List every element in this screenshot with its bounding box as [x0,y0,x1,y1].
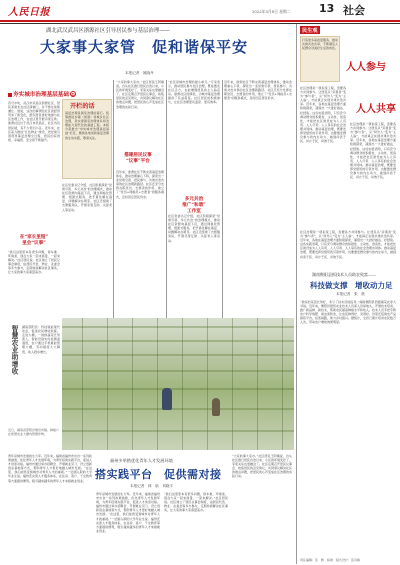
side-column-heading: 开栏的话 [70,103,95,110]
column-number: ① [71,92,75,97]
page-number: 13 [319,2,335,15]
section-name: 社会 [343,4,365,17]
column-flag-icon [8,93,12,97]
subhead-1-line2: 里会“议事” [22,241,46,246]
bottom-body-col2: 青年是城市发展的生力军。近年来，福建省福州市出台一系列政策措施，优化青年人才发展环境，为青年搭建实践平台，促进人才供需对接。福州市通过举办招聘会、开展就业见习、设立创新创业基地等方式，帮助青年人才更好地融入城市发展。“在这里，我们能感受到城市对青年人才的重视。”一位刚入职的大学毕业生说。福州还完善人才服务体系，在住房、落户、子女教育等方面提供便利，吸引越来越多的青年人才来榕就业创业。 [96,492,160,533]
side-column-text: 基层治理是国家治理的基石。统筹推进乡镇（街道）和城乡社区治理，是实现国家治理体系和治理能力现代化的基础工程。本版今起推出“夯实城市治理基层基础”栏目，聚焦各地创新基层治理的生动实践，敬请关注。 [65,111,109,140]
main-story-byline: 本报记者 姚晓丹 [125,71,154,75]
column-divider [166,80,167,318]
header-rule [0,20,400,22]
main-story-kicker: 湖北武汉武昌区浙源社区引导居民参与基层治理—— [46,28,170,34]
subhead-5 [168,196,220,214]
bottom-story-byline: 本报记者 林 晗 刘晓宇 [130,484,174,488]
main-body-col3: “大家的事大家办。”社区居民王阿姨说，自从社区推行居民自治以来，小区的环境变好了，邻里关系也更融洽了。社区定期召开居民议事会，收集居民的意见建议，共同商议解决社区的难点问题，把居民的心声变成社区治理的实际行动。 [116,80,164,109]
bottom-body-col3: “我们这里原本有很多问题，停车难、环境差，现在大家一起来商量、一起来解决。”社区居民说。社区建立了居民议事会制度，由居民代表、物业、业委会等多方参与，定期协商解决社区事务，让大家的事大家商量着办。 [164,492,228,513]
editor-credits: 责任编辑：张 帆 杨建 版式设计：张丹峰 [300,558,361,562]
worker-figure [162,388,172,410]
right-story-headline: 科技做支撑 增收动力足 [310,281,393,290]
commentary-label: 民生观 [302,27,318,34]
header-rule-thin [0,23,400,24]
main-body-col4b: 社区党委书记介绍，社区积极探索“党建引领、多元共治”的治理模式，推动社区资源向基层下沉，通过网格化管理、组团式服务，把矛盾化解在基层、问题解决在萌芽。社区还组建了志愿服务队，开展邻里互助、关爱老人等活动。 [168,214,220,243]
commentary-title-2: 人人共享 [356,104,396,115]
commentary-body-bottom: 社区治理是一项系统工程，需要各方共同参与。让居民从“旁观者”变为“参与者”，从“局外人”变为“主人翁”，才能真正实现共建共治共享。近年来，各地在基层治理方面积极探索，涌现出一大批好做法、好经验。这些实践表明，只有充分调动群众的积极性、主动性、创造性，才能把社区建设成为人人有责、人人尽责、人人享有的社会治理共同体。推动基层治理，既要发挥党组织的引领作用，也要激发群众参与的内生动力，做到问需于民、问计于民、问效于民。 [300,230,396,259]
column-title [8,90,76,98]
photo-caption: 近日，湖南省邵阳县塘田市镇，种植户在智慧农业大棚内管理作物。 [8,428,60,436]
main-body-col1b: “我们这里原本有很多问题，停车难、环境差，现在大家一起来商量、一起来解决。”社区居民说。社区建立了居民议事会制度，由居民代表、物业、业委会等多方参与，定期协商解决社区事务，让大家的事大家商量着办。 [8,250,60,275]
subhead-3 [116,152,160,164]
agri-body: 湖南邵阳县：科技赋能现代农业，促进农民增收致富。走进大棚，一排排蔬菜长势喜人，智能设备实时监测温湿度，农户通过手机就能管理大棚，劳动强度大大降低，收入稳步增长。 [22,325,60,354]
bottom-body-col4: “大家的事大家办。”社区居民王阿姨说，自从社区推行居民自治以来，小区的环境变好了，邻里关系也更融洽了。社区定期召开居民议事会，收集居民的意见建议，共同商议解决社区的难点问题，把居民的心声变成社区治理的实际行动。 [232,454,292,479]
bottom-body-col1: 青年是城市发展的生力军。近年来，福建省福州市出台一系列政策措施，优化青年人才发展环境，为青年搭建实践平台，促进人才供需对接。福州市通过举办招聘会、开展就业见习、设立创新创业基地等方式，帮助青年人才更好地融入城市发展。“在这里，我们能感受到城市对青年人才的重视。”一位刚入职的大学毕业生说。福州还完善人才服务体系，在住房、落户、子女教育等方面提供便利，吸引越来越多的青年人才来榕就业创业。 [8,454,92,483]
subhead-1 [8,234,60,246]
subhead-1-line1: 在“家长里短” [19,235,49,240]
right-story-kicker: 湖南衡阳县抓技术人员助农致富—— [312,272,376,277]
bottom-story-kicker: 福州多举措优化青年人才发展环境 [110,458,173,463]
agri-vertical-title: 智慧农业助增收 [10,325,18,375]
column-divider [113,80,114,318]
main-body-col4: “社区是城市治理的最小单元。”专家表示，推动居民参与社区治理，既能激发社区活力，也能增强居民的主人翁意识。浙源社区的探索，为城市基层治理提供了有益借鉴。社区居民的积极参与，让社区治理更有温度、更有效率。 [168,80,220,105]
commentary-intro: 打造更多高质量服务，推动共建共治共享，不断满足人民群众对美好生活的向往。 [302,38,338,51]
main-story-headline: 大家事大家管 促和谐保平安 [40,38,249,56]
subhead-3-line2: “议事”平台 [126,159,150,164]
column-divider [222,80,223,318]
masthead-logo: 人民日报 [8,7,50,18]
commentary-body-col1: 社区治理是一项系统工程，需要各方共同参与。让居民从“旁观者”变为“参与者”，从“局外人”变为“主人翁”，才能真正实现共建共治共享。近年来，各地在基层治理方面积极探索，涌现出一大批好做法、好经验。这些实践表明，只有充分调动群众的积极性、主动性、创造性，才能把社区建设成为人人有责、人人尽责、人人享有的社会治理共同体。推动基层治理，既要发挥党组织的引领作用，也要激发群众参与的内生动力，做到问需于民、问计于民、问效于民。 [300,86,346,144]
worker-figure [212,398,220,416]
main-body-col1: 四月中旬，武汉市武昌区浙源社区，居民邓建龙去社区商铺门，并不像往常般谦让。他说，这次的事情给社区的经济带来了新变化，组织居民更好地参与社区治理工作，在社区里开展邻里互助。浙源社区位于武汉市武昌区，社区内有居民楼，有不少老旧小区。近年来，社区着力推进“红色物业”建设，把党建引领贯穿基层治理全过程，居民的获得感、幸福感、安全感不断提升。 [8,101,60,142]
page-column-divider [296,24,297,564]
subhead-5-line3: 工作室 [187,209,201,214]
commentary-title-1: 人人参与 [346,62,386,73]
commentary-body-col2: 社区治理是一项系统工程，需要各方共同参与。让居民从“旁观者”变为“参与者”，从“局外人”变为“主人翁”，才能真正实现共建共治共享。近年来，各地在基层治理方面积极探索，涌现出一大批好做法、好经验。这些实践表明，只有充分调动群众的积极性、主动性、创造性，才能把社区建设成为人人有责、人人尽责、人人享有的社会治理共同体。推动基层治理，既要发挥党组织的引领作用，也要激发群众参与的内生动力，做到问需于民、问计于民、问效于民。 [350,122,396,180]
subhead-5-line1: 多元共治 [184,197,204,202]
subhead-3-line1: 搭建居民议事 [124,153,152,158]
right-story-body: “我家的菜苗长势好，多亏了技术员的指导。”湖南衡阳县西渡镇菜农李大爷说。近年来，衡阳县组织农业技术人员深入田间地头，开展技术培训，推广新品种、新技术，帮助农民提高种植水平和收入。技术人员手把手教农户科学施肥、病虫害防治，让农民种得好、卖得好。县里还搭建农产品销售平台，拓宽销路，助力乡村振兴。据统计，全县已累计培训农民数万人次，带动农户增收效果明显。 [300,300,396,325]
main-body-col5: 近年来，浙源社区不断完善基层治理体系，推动治理重心下移，探索出一条党建引领、居民参与、共建共治共享的社区治理新路径。社区还充分发挥在职党员、志愿者的作用，建立了“党员+网格员+志愿者”的服务模式，及时回应居民诉求。 [224,80,292,101]
right-story-byline: 本报记者 张 晨 [336,292,365,296]
main-body-col2: 社区党委书记介绍，社区积极探索“党建引领、多元共治”的治理模式，推动社区资源向基层下沉，通过网格化管理、组团式服务，把矛盾化解在基层、问题解决在萌芽。社区还组建了志愿服务队，开展邻里互助、关爱老人等活动。 [62,183,112,212]
issue-date: 2022年5月8日 星期二 [252,9,291,14]
bottom-story-headline: 搭实践平台 促供需对接 [95,468,222,481]
subhead-5-line2: 推广“和谐” [182,203,206,208]
main-body-col3b: 近年来，浙源社区不断完善基层治理体系，推动治理重心下移，探索出一条党建引领、居民参与、共建共治共享的社区治理新路径。社区还充分发挥在职党员、志愿者的作用，建立了“党员+网格员+志愿者”的服务模式，及时回应居民诉求。 [116,170,164,199]
greenhouse-photo [62,318,294,450]
column-title-text: 夯实城市治理基层基础 [13,92,69,98]
